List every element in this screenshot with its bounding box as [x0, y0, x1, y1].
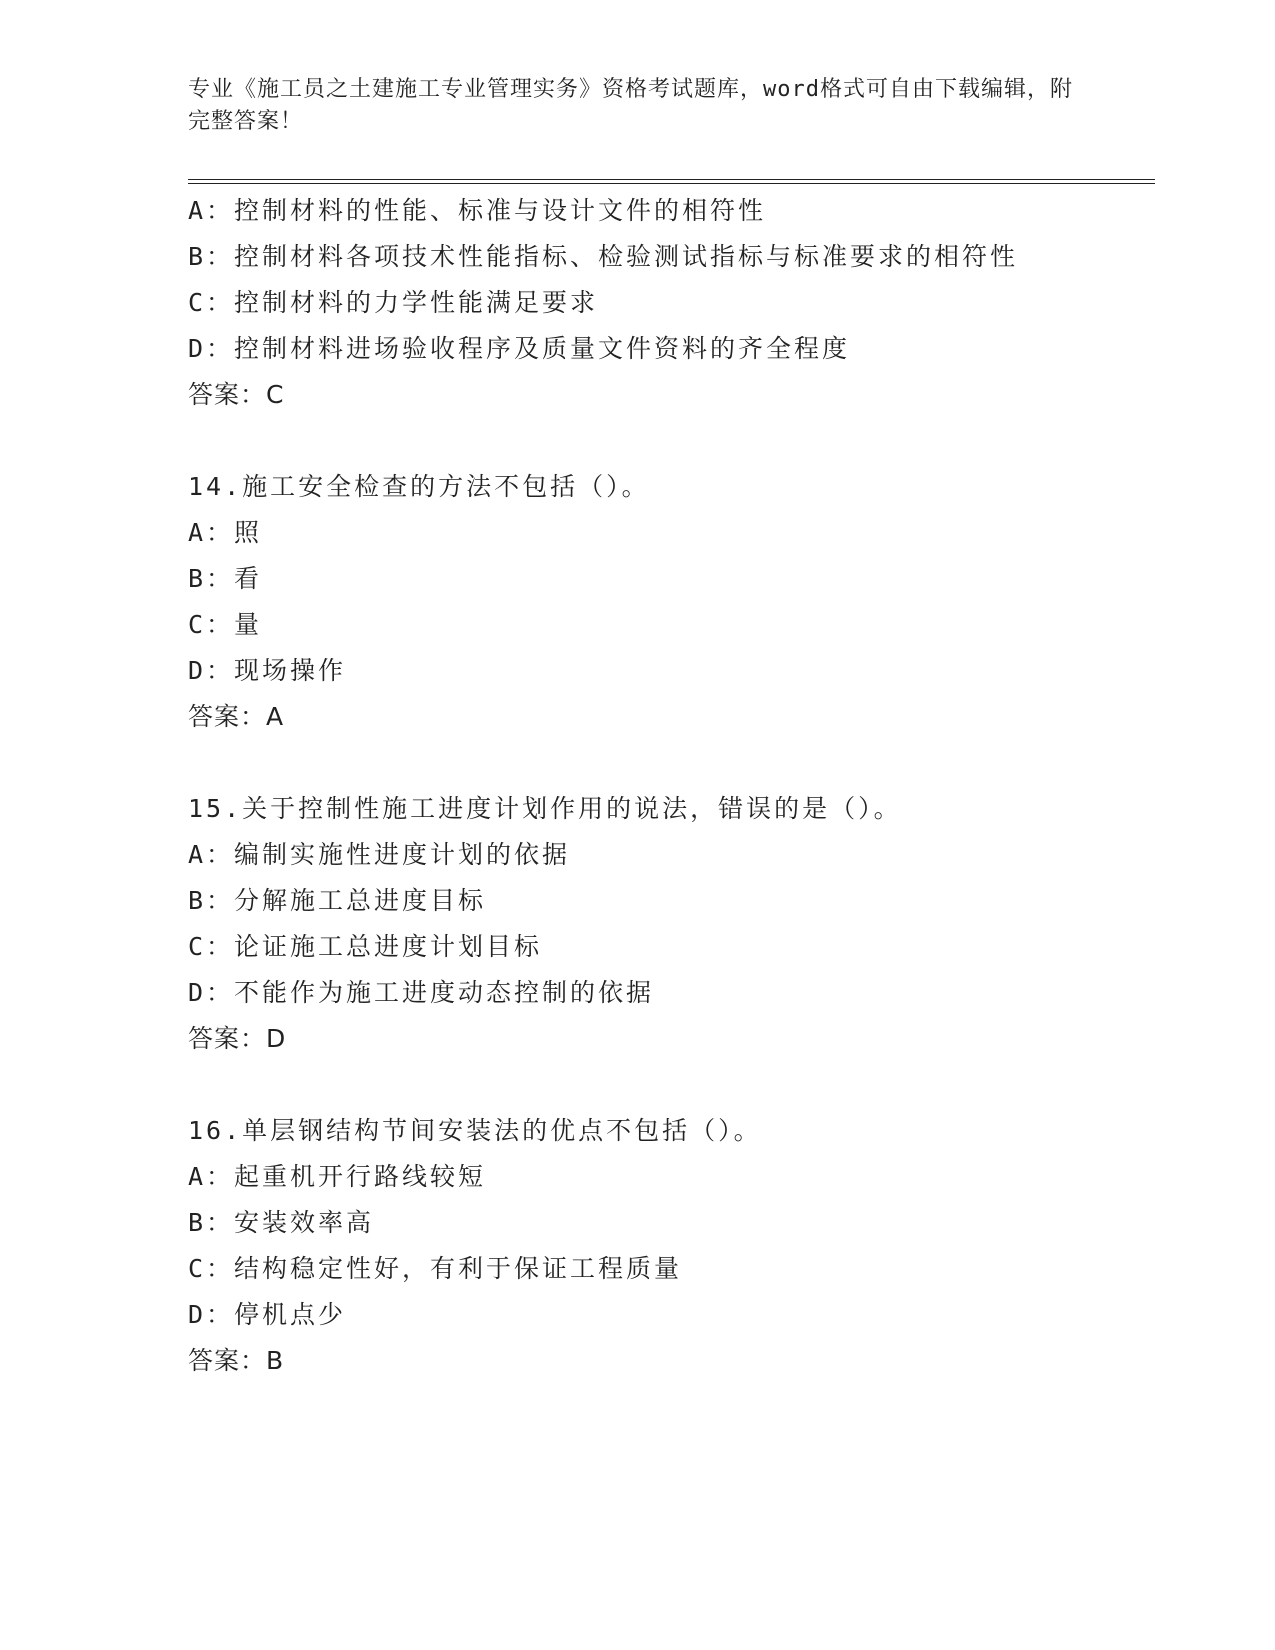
document-header: 专业《施工员之土建施工专业管理实务》资格考试题库，word格式可自由下载编辑，附完整答案！ — [188, 77, 1073, 134]
answer: 答案：B — [188, 1346, 285, 1375]
answer: 答案：D — [188, 1024, 287, 1053]
option-b: B：控制材料各项技术性能指标、检验测试指标与标准要求的相符性 — [188, 242, 1019, 271]
option-d: D：控制材料进场验收程序及质量文件资料的齐全程度 — [188, 334, 851, 363]
option-c: C：控制材料的力学性能满足要求 — [188, 288, 599, 317]
answer: 答案：C — [188, 380, 285, 409]
option-a: A：起重机开行路线较短 — [188, 1162, 487, 1191]
question-block-13 — [188, 188, 1148, 418]
option-a: A：编制实施性进度计划的依据 — [188, 840, 571, 869]
header-divider-top — [188, 179, 1155, 180]
question-list — [188, 188, 1148, 1384]
option-d: D：不能作为施工进度动态控制的依据 — [188, 978, 655, 1007]
question-text: 16.单层钢结构节间安装法的优点不包括（）。 — [188, 1116, 762, 1145]
option-d: D：停机点少 — [188, 1300, 347, 1329]
question-text: 14.施工安全检查的方法不包括（）。 — [188, 472, 650, 501]
answer: 答案：A — [188, 702, 285, 731]
question-block-15 — [188, 786, 1148, 1062]
question-text: 15.关于控制性施工进度计划作用的说法，错误的是（）。 — [188, 794, 902, 823]
question-block-16 — [188, 1108, 1148, 1384]
header-divider-bottom — [188, 183, 1155, 184]
option-c: C：结构稳定性好，有利于保证工程质量 — [188, 1254, 683, 1283]
option-b: B：分解施工总进度目标 — [188, 886, 487, 915]
spacer — [188, 1062, 1148, 1108]
option-a: A：照 — [188, 518, 263, 547]
option-c: C：量 — [188, 610, 263, 639]
spacer — [188, 418, 1148, 464]
spacer — [188, 740, 1148, 786]
option-d: D：现场操作 — [188, 656, 347, 685]
option-b: B：安装效率高 — [188, 1208, 375, 1237]
option-a: A：控制材料的性能、标准与设计文件的相符性 — [188, 196, 767, 225]
option-b: B：看 — [188, 564, 263, 593]
option-c: C：论证施工总进度计划目标 — [188, 932, 543, 961]
question-block-14 — [188, 464, 1148, 740]
